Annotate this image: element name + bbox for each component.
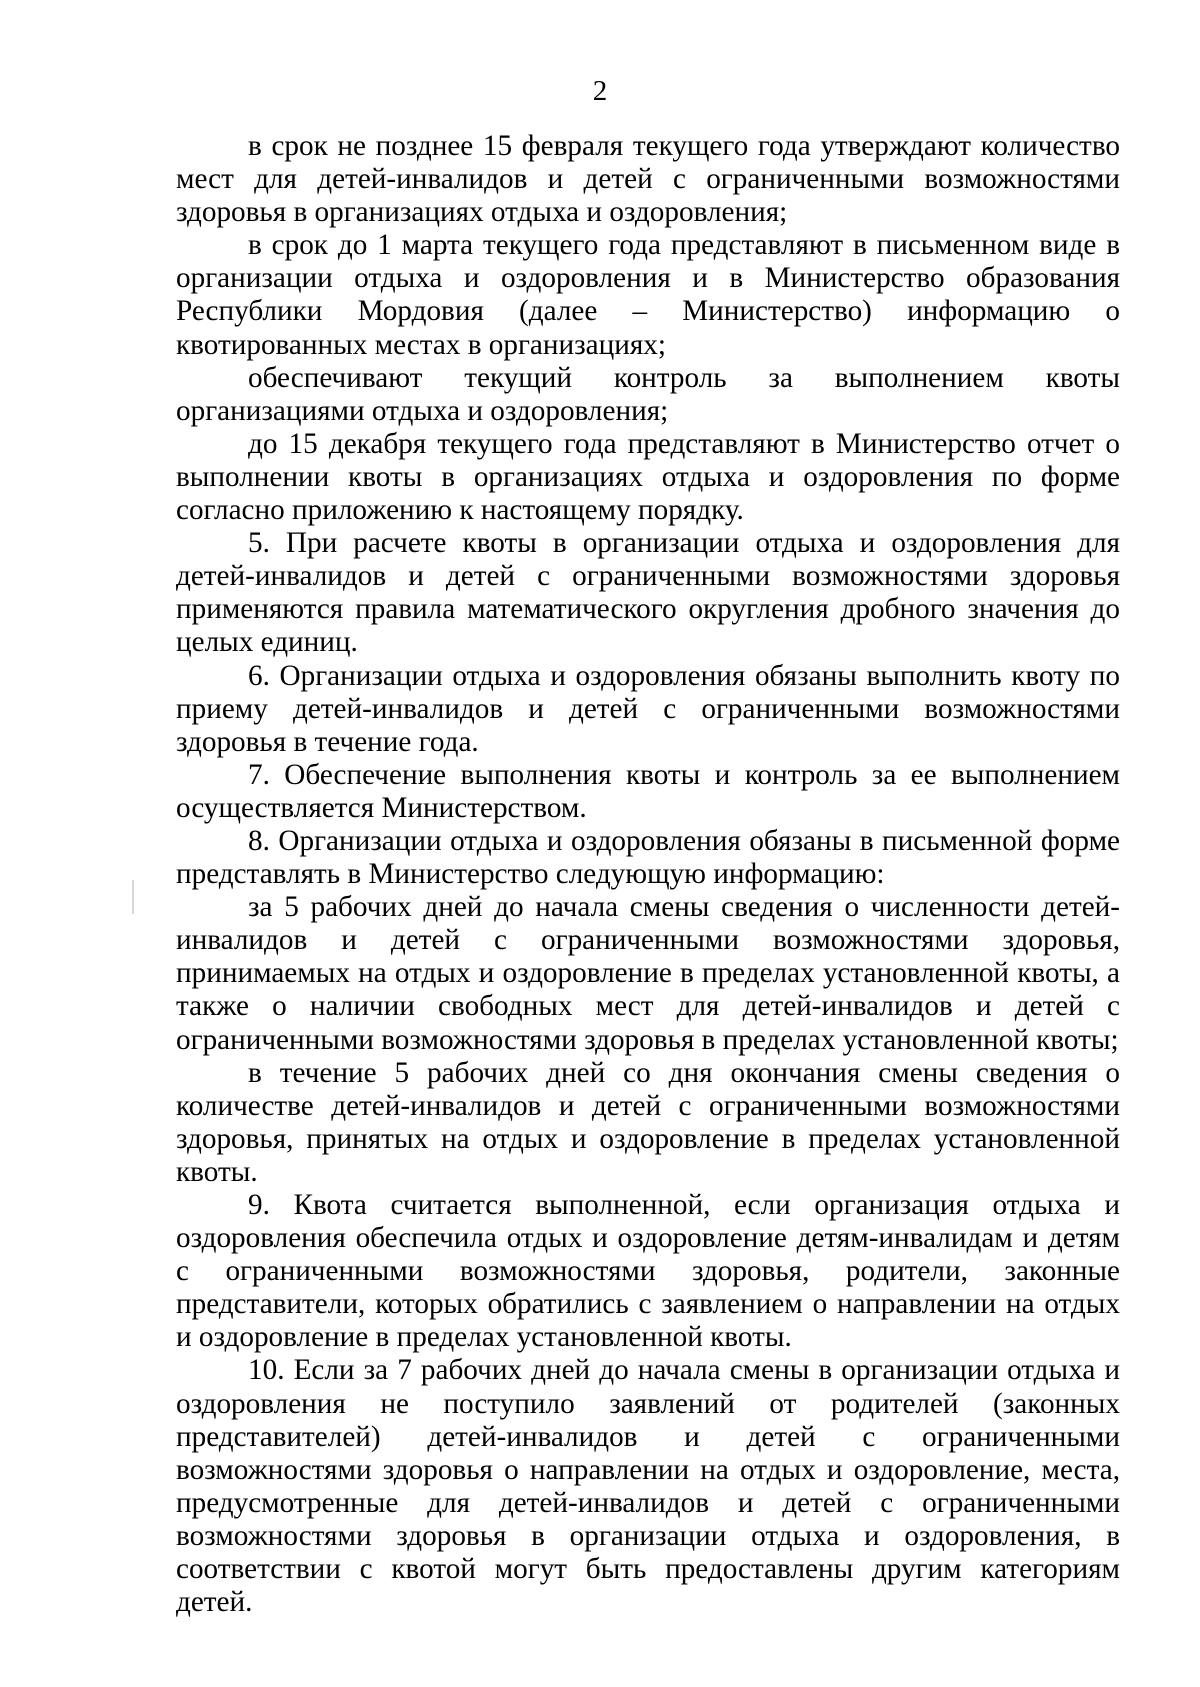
- paragraph-before-shift-info: за 5 рабочих дней до начала смены сведения о численности детей-инвалидов и детей с ограниченными возможностями здоровья, принимаемых на отдых и оздоровление в пределах установленной квоты, а также о наличии свободных мест для детей-инвалидов и детей с ограниченными возможностями здоровья в пределах установленной квоты;: [176, 891, 1120, 1056]
- paragraph-item-5: 5. При расчете квоты в организации отдыха и оздоровления для детей-инвалидов и детей с ограниченными возможностями здоровья применяются правила математического округления дробного значения до целых единиц.: [176, 527, 1120, 659]
- paragraph-item-9: 9. Квота считается выполненной, если организация отдыха и оздоровления обеспечила отдых и оздоровление детям-инвалидам и детям с ограниченными возможностями здоровья, родители, законные представители, которых обратились с заявлением о направлении на отдых и оздоровление в пределах установленной квоты.: [176, 1189, 1120, 1354]
- paragraph-quota-information: в срок до 1 марта текущего года представляют в письменном виде в организации отдыха и оздоровления и в Министерство образования Республики Мордовия (далее – Министерство) информацию о квотированных местах в организациях;: [176, 229, 1120, 361]
- paragraph-item-7: 7. Обеспечение выполнения квоты и контроль за ее выполнением осуществляется Министерством.: [176, 758, 1120, 824]
- page-number: 2: [592, 75, 608, 107]
- document-body: [176, 130, 1120, 1619]
- paragraph-quota-approval: в срок не позднее 15 февраля текущего года утверждают количество мест для детей-инвалидов и детей с ограниченными возможностями здоровья в организациях отдыха и оздоровления;: [176, 130, 1120, 229]
- paragraph-item-8: 8. Организации отдыха и оздоровления обязаны в письменной форме представлять в Министерство следующую информацию:: [176, 824, 1120, 891]
- paragraph-current-control: обеспечивают текущий контроль за выполнением квоты организациями отдыха и оздоровления;: [176, 361, 1120, 427]
- paragraph-after-shift-info: в течение 5 рабочих дней со дня окончания смены сведения о количестве детей-инвалидов и детей с ограниченными возможностями здоровья, принятых на отдых и оздоровление в пределах установленной квоты.: [176, 1056, 1120, 1188]
- paragraph-annual-report: до 15 декабря текущего года представляют в Министерство отчет о выполнении квоты в организациях отдыха и оздоровления по форме согласно приложению к настоящему порядку.: [176, 427, 1120, 527]
- paragraph-item-6: 6. Организации отдыха и оздоровления обязаны выполнить квоту по приему детей-инвалидов и детей с ограниченными возможностями здоровья в течение года.: [176, 659, 1120, 758]
- scan-artifact-mark: [132, 880, 134, 914]
- paragraph-item-10: 10. Если за 7 рабочих дней до начала смены в организации отдыха и оздоровления не поступило заявлений от родителей (законных представителей) детей-инвалидов и детей с ограниченными возможностями здоровья о направлении на отдых и оздоровление, места, предусмотренные для детей-инвалидов и детей с ограниченными возможностями здоровья в организации отдыха и оздоровления, в соответствии с квотой могут быть предоставлены другим категориям детей.: [176, 1354, 1120, 1619]
